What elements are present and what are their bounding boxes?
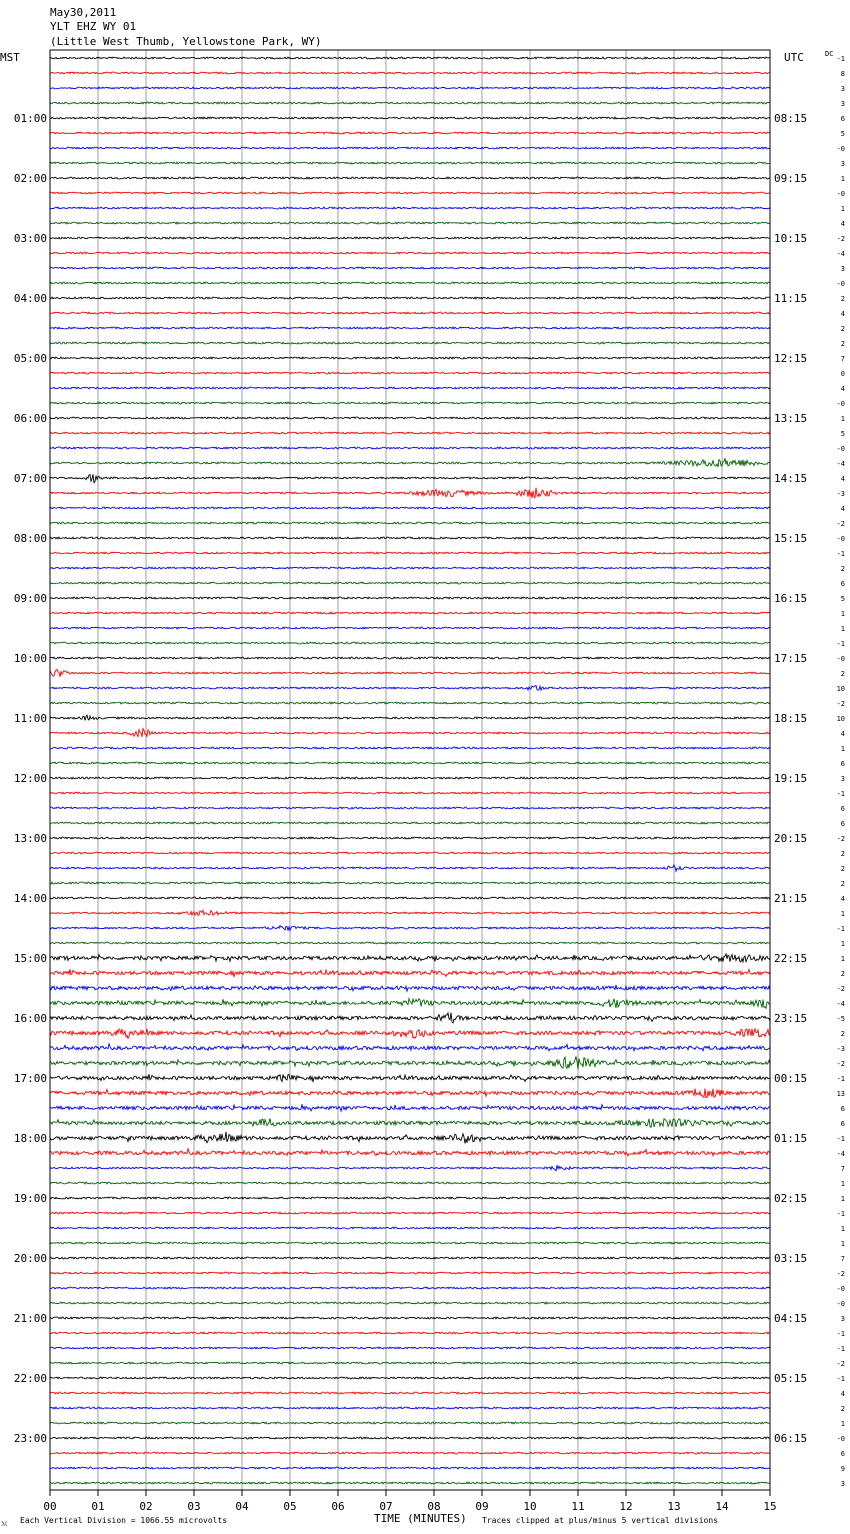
dc-offset-label: -1 <box>836 790 845 798</box>
dc-offset-label: 2 <box>840 325 845 333</box>
left-axis-label: MST <box>0 51 20 64</box>
dc-offset-label: 7 <box>840 1255 845 1263</box>
dc-offset-label: 6 <box>840 1120 845 1128</box>
right-hour-label: 13:15 <box>774 412 808 425</box>
dc-offset-label: -0 <box>836 535 845 543</box>
right-hour-label: 04:15 <box>774 1312 808 1325</box>
x-tick-label: 13 <box>667 1500 681 1513</box>
dc-offset-label: -1 <box>836 1375 845 1383</box>
x-tick-label: 03 <box>187 1500 201 1513</box>
dc-offset-label: 1 <box>840 175 845 183</box>
right-hour-label: 02:15 <box>774 1192 808 1205</box>
dc-offset-label: -3 <box>836 1045 845 1053</box>
dc-offset-label: -2 <box>836 1060 845 1068</box>
dc-offset-label: 2 <box>840 880 845 888</box>
dc-offset-label: 1 <box>840 910 845 918</box>
left-hour-label: 12:00 <box>13 772 47 785</box>
dc-offset-label: -2 <box>836 520 845 528</box>
dc-offset-label: 1 <box>840 205 845 213</box>
dc-offset-label: 10 <box>836 685 845 693</box>
right-hour-label: 00:15 <box>774 1072 808 1085</box>
x-tick-label: 14 <box>715 1500 729 1513</box>
dc-offset-label: -2 <box>836 235 845 243</box>
dc-offset-label: 4 <box>840 1390 845 1398</box>
chart-date: May30,2011 <box>50 6 117 19</box>
left-hour-label: 13:00 <box>13 832 47 845</box>
right-hour-label: 23:15 <box>774 1012 808 1025</box>
dc-offset-label: -1 <box>836 55 845 63</box>
dc-offset-label: 1 <box>840 745 845 753</box>
corner-mark: ℳ <box>1 1521 8 1528</box>
left-hour-label: 19:00 <box>13 1192 47 1205</box>
dc-offset-label: 2 <box>840 850 845 858</box>
right-hour-label: 17:15 <box>774 652 808 665</box>
dc-offset-label: 4 <box>840 505 845 513</box>
x-tick-label: 06 <box>331 1500 345 1513</box>
dc-offset-label: 5 <box>840 595 845 603</box>
right-hour-label: 22:15 <box>774 952 808 965</box>
dc-offset-label: -4 <box>836 250 845 258</box>
dc-offset-label: -4 <box>836 460 845 468</box>
chart-title: YLT EHZ WY 01 <box>50 20 137 33</box>
dc-offset-label: 6 <box>840 115 845 123</box>
dc-offset-label: -1 <box>836 1345 845 1353</box>
dc-offset-label: -2 <box>836 700 845 708</box>
dc-label: DC <box>825 50 834 58</box>
dc-offset-label: 0 <box>840 370 845 378</box>
dc-offset-label: 5 <box>840 430 845 438</box>
dc-offset-label: -0 <box>836 655 845 663</box>
dc-offset-label: 1 <box>840 625 845 633</box>
left-hour-label: 06:00 <box>13 412 47 425</box>
dc-offset-label: 3 <box>840 265 845 273</box>
x-tick-label: 11 <box>571 1500 585 1513</box>
dc-offset-label: 3 <box>840 100 845 108</box>
dc-offset-label: -1 <box>836 1330 845 1338</box>
dc-offset-label: -0 <box>836 145 845 153</box>
right-axis-label: UTC <box>784 51 804 64</box>
right-hour-label: 08:15 <box>774 112 808 125</box>
dc-offset-label: -2 <box>836 985 845 993</box>
right-hour-label: 09:15 <box>774 172 808 185</box>
dc-offset-label: -5 <box>836 1015 845 1023</box>
dc-offset-label: 2 <box>840 1030 845 1038</box>
dc-offset-label: 6 <box>840 760 845 768</box>
right-hour-label: 18:15 <box>774 712 808 725</box>
right-hour-label: 03:15 <box>774 1252 808 1265</box>
x-axis-label: TIME (MINUTES) <box>374 1512 467 1525</box>
left-hour-label: 22:00 <box>13 1372 47 1385</box>
right-hour-label: 20:15 <box>774 832 808 845</box>
dc-offset-label: 4 <box>840 730 845 738</box>
dc-offset-label: 8 <box>840 70 845 78</box>
left-hour-label: 03:00 <box>13 232 47 245</box>
left-hour-label: 01:00 <box>13 112 47 125</box>
dc-offset-label: -1 <box>836 550 845 558</box>
left-hour-label: 15:00 <box>13 952 47 965</box>
x-tick-label: 12 <box>619 1500 633 1513</box>
x-tick-label: 09 <box>475 1500 489 1513</box>
x-tick-label: 04 <box>235 1500 249 1513</box>
dc-offset-label: 3 <box>840 775 845 783</box>
left-hour-label: 09:00 <box>13 592 47 605</box>
right-hour-label: 11:15 <box>774 292 808 305</box>
left-hour-label: 04:00 <box>13 292 47 305</box>
left-hour-label: 18:00 <box>13 1132 47 1145</box>
left-hour-label: 16:00 <box>13 1012 47 1025</box>
chart-subtitle: (Little West Thumb, Yellowstone Park, WY) <box>50 35 322 48</box>
dc-offset-label: 2 <box>840 865 845 873</box>
dc-offset-label: 1 <box>840 1195 845 1203</box>
left-hour-label: 08:00 <box>13 532 47 545</box>
dc-offset-label: 4 <box>840 385 845 393</box>
dc-offset-label: 2 <box>840 565 845 573</box>
dc-offset-label: -2 <box>836 1270 845 1278</box>
dc-offset-label: 1 <box>840 940 845 948</box>
dc-offset-label: 1 <box>840 1225 845 1233</box>
dc-offset-label: 13 <box>836 1090 845 1098</box>
dc-offset-label: -4 <box>836 1000 845 1008</box>
dc-offset-label: -0 <box>836 445 845 453</box>
dc-offset-label: 10 <box>836 715 845 723</box>
dc-offset-label: 5 <box>840 130 845 138</box>
dc-offset-label: -3 <box>836 490 845 498</box>
x-tick-label: 10 <box>523 1500 537 1513</box>
dc-offset-label: 4 <box>840 475 845 483</box>
dc-offset-label: 1 <box>840 610 845 618</box>
dc-offset-label: 6 <box>840 820 845 828</box>
dc-offset-label: -2 <box>836 835 845 843</box>
right-hour-label: 06:15 <box>774 1432 808 1445</box>
x-tick-label: 05 <box>283 1500 297 1513</box>
dc-offset-label: -2 <box>836 1360 845 1368</box>
left-hour-label: 02:00 <box>13 172 47 185</box>
dc-offset-label: 6 <box>840 805 845 813</box>
dc-offset-label: 3 <box>840 160 845 168</box>
dc-offset-label: -1 <box>836 1075 845 1083</box>
x-tick-label: 02 <box>139 1500 153 1513</box>
dc-offset-label: 4 <box>840 220 845 228</box>
dc-offset-label: 4 <box>840 310 845 318</box>
dc-offset-label: -1 <box>836 640 845 648</box>
dc-offset-label: 2 <box>840 970 845 978</box>
dc-offset-label: 1 <box>840 1240 845 1248</box>
dc-offset-label: 3 <box>840 85 845 93</box>
dc-offset-label: 4 <box>840 895 845 903</box>
left-hour-label: 23:00 <box>13 1432 47 1445</box>
dc-offset-label: 1 <box>840 955 845 963</box>
left-hour-label: 05:00 <box>13 352 47 365</box>
footer-clip-note: Traces clipped at plus/minus 5 vertical divisions <box>482 1516 719 1525</box>
x-tick-label: 08 <box>427 1500 441 1513</box>
dc-offset-label: -0 <box>836 1285 845 1293</box>
dc-offset-label: 2 <box>840 670 845 678</box>
right-hour-label: 16:15 <box>774 592 808 605</box>
dc-offset-label: 7 <box>840 1165 845 1173</box>
right-hour-label: 15:15 <box>774 532 808 545</box>
right-hour-label: 19:15 <box>774 772 808 785</box>
dc-offset-label: -0 <box>836 280 845 288</box>
dc-offset-label: 9 <box>840 1465 845 1473</box>
dc-offset-label: 1 <box>840 1420 845 1428</box>
dc-offset-label: -1 <box>836 1210 845 1218</box>
left-hour-label: 21:00 <box>13 1312 47 1325</box>
dc-offset-label: 2 <box>840 295 845 303</box>
dc-offset-label: -4 <box>836 1150 845 1158</box>
right-hour-label: 12:15 <box>774 352 808 365</box>
x-tick-label: 00 <box>43 1500 57 1513</box>
left-hour-label: 10:00 <box>13 652 47 665</box>
x-tick-label: 15 <box>763 1500 777 1513</box>
dc-offset-label: 3 <box>840 1315 845 1323</box>
dc-offset-label: 1 <box>840 415 845 423</box>
left-hour-label: 20:00 <box>13 1252 47 1265</box>
left-hour-label: 11:00 <box>13 712 47 725</box>
dc-offset-label: 3 <box>840 1480 845 1488</box>
right-hour-label: 14:15 <box>774 472 808 485</box>
dc-offset-label: 6 <box>840 1450 845 1458</box>
x-tick-label: 01 <box>91 1500 105 1513</box>
left-hour-label: 14:00 <box>13 892 47 905</box>
footer-scale-note: Each Vertical Division = 1066.55 microvolts <box>20 1516 228 1525</box>
dc-offset-label: 6 <box>840 580 845 588</box>
right-hour-label: 21:15 <box>774 892 808 905</box>
dc-offset-label: -1 <box>836 1135 845 1143</box>
dc-offset-label: -0 <box>836 190 845 198</box>
right-hour-label: 05:15 <box>774 1372 808 1385</box>
dc-offset-label: -0 <box>836 1300 845 1308</box>
dc-offset-label: -0 <box>836 1435 845 1443</box>
dc-offset-label: 2 <box>840 340 845 348</box>
left-hour-label: 17:00 <box>13 1072 47 1085</box>
dc-offset-label: -1 <box>836 925 845 933</box>
dc-offset-label: 2 <box>840 1405 845 1413</box>
dc-offset-label: 7 <box>840 355 845 363</box>
dc-offset-label: -0 <box>836 400 845 408</box>
right-hour-label: 01:15 <box>774 1132 808 1145</box>
right-hour-label: 10:15 <box>774 232 808 245</box>
x-tick-label: 07 <box>379 1500 393 1513</box>
left-hour-label: 07:00 <box>13 472 47 485</box>
dc-offset-label: 1 <box>840 1180 845 1188</box>
dc-offset-label: 6 <box>840 1105 845 1113</box>
